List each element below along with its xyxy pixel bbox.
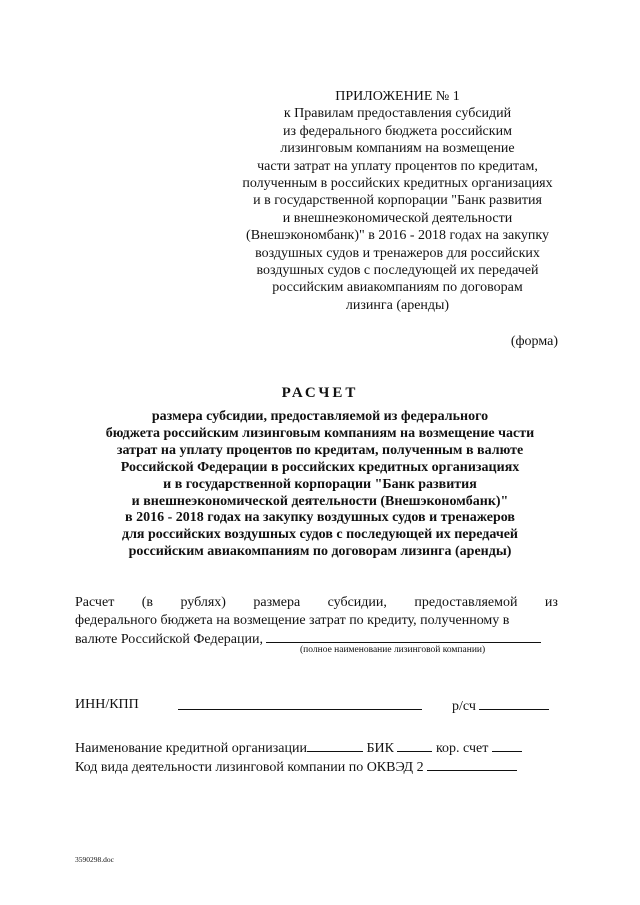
appendix-line: из федерального бюджета российским (283, 123, 512, 139)
appendix-line: и внешнеэкономической деятельности (282, 210, 513, 226)
appendix-line: и в государственной корпорации "Банк развития (253, 193, 542, 209)
subtitle-line: размера субсидии, предоставляемой из федерального (151, 409, 489, 424)
paragraph-line-1 (75, 594, 558, 612)
credit-org-label: Наименование кредитной организации (75, 741, 307, 756)
appendix-line: ПРИЛОЖЕНИЕ № 1 (335, 89, 460, 104)
subtitle-line: российским авиакомпаниям по договорам лизинга (аренды) (128, 544, 512, 560)
paragraph-word: предоставляемой (414, 595, 518, 610)
company-name-field[interactable] (266, 630, 541, 643)
document-title: РАСЧЕТ (281, 385, 359, 401)
credit-org-row (75, 739, 522, 757)
okved-label: Код вида деятельности лизинговой компании по ОКВЭД 2 (75, 760, 424, 775)
appendix-line: лизинговым компаниям на возмещение (280, 141, 515, 157)
kor-account-field[interactable] (492, 739, 522, 752)
credit-org-field[interactable] (307, 739, 363, 752)
bik-label: БИК (366, 741, 394, 756)
file-name: 3590298.doc (75, 855, 114, 864)
paragraph-line-3-text: валюте Российской Федерации, (75, 632, 263, 647)
subtitle-line: в 2016 - 2018 годах на закупку воздушных судов и тренажеров (125, 510, 515, 526)
subtitle-line: бюджета российским лизинговым компаниям на возмещение части (105, 425, 535, 441)
subtitle-line: и внешнеэкономической деятельности (Внешэкономбанк)" (131, 493, 509, 509)
calculation-paragraph (75, 594, 558, 649)
account-row (452, 697, 549, 715)
subtitle-line: и в государственной корпорации "Банк развития (163, 476, 477, 492)
subtitle-line: для российских воздушных судов с последующей их передачей (122, 527, 518, 543)
subtitle-line: затрат на уплату процентов по кредитам, полученным в валюте (116, 442, 524, 458)
paragraph-word: из (544, 595, 558, 610)
inn-kpp-field[interactable] (178, 709, 422, 710)
paragraph-line-2: федерального бюджета на возмещение затрат по кредиту, полученному в (75, 613, 510, 628)
appendix-line: полученным в российских кредитных организациях (242, 176, 553, 192)
appendix-header (220, 88, 575, 314)
appendix-line: к Правилам предоставления субсидий (283, 106, 512, 122)
appendix-line: лизинга (аренды) (345, 297, 450, 313)
okved-field[interactable] (427, 758, 517, 771)
appendix-line: (Внешэкономбанк)" в 2016 - 2018 годах на закупку (246, 228, 549, 244)
form-label: (форма) (510, 334, 558, 349)
appendix-line: российским авиакомпаниям по договорам (272, 280, 523, 296)
okved-row (75, 758, 517, 776)
appendix-line: воздушных судов и тренажеров для российских (255, 245, 540, 261)
document-subtitle (60, 409, 580, 561)
paragraph-word: Расчет (75, 595, 115, 610)
company-name-hint: (полное наименование лизинговой компании) (300, 645, 486, 655)
bik-field[interactable] (397, 739, 432, 752)
appendix-line: воздушных судов с последующей их передачей (256, 263, 539, 279)
appendix-line: части затрат на уплату процентов по кредитам, (257, 158, 538, 174)
inn-kpp-label: ИНН/КПП (75, 697, 139, 712)
subtitle-line: Российской Федерации в российских кредитных организациях (120, 459, 520, 475)
account-field[interactable] (479, 697, 549, 710)
kor-account-label: кор. счет (435, 741, 489, 756)
paragraph-word: размера (253, 595, 301, 610)
paragraph-word: рублях) (180, 595, 226, 610)
paragraph-word: (в (141, 595, 154, 610)
account-label: р/сч (452, 699, 476, 714)
paragraph-word: субсидии, (327, 595, 387, 610)
